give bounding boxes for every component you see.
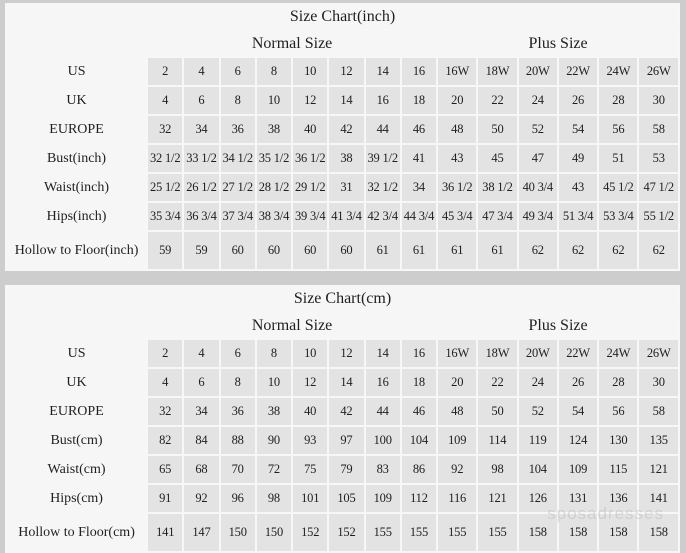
size-cell: 10 xyxy=(293,340,327,367)
table-row xyxy=(7,58,678,85)
size-table-inch xyxy=(5,3,680,271)
title-row xyxy=(7,287,678,311)
table-row xyxy=(7,145,678,172)
size-cell: 24W xyxy=(599,340,637,367)
row-label: Hollow to Floor(inch) xyxy=(7,232,146,269)
size-cell: 39 1/2 xyxy=(366,145,400,172)
size-cell: 16 xyxy=(366,369,400,396)
size-table-cm xyxy=(5,285,680,553)
group-header-row xyxy=(7,313,678,338)
table-row xyxy=(7,87,678,114)
corner-cell xyxy=(7,31,146,56)
size-cell: 35 1/2 xyxy=(257,145,291,172)
size-cell: 36 xyxy=(221,116,255,143)
size-cell: 79 xyxy=(329,456,363,483)
size-cell: 22W xyxy=(559,340,597,367)
row-label: EUROPE xyxy=(7,116,146,143)
column-group-header: Normal Size xyxy=(148,31,436,56)
size-cell: 20 xyxy=(438,87,476,114)
size-cell: 155 xyxy=(478,514,516,551)
size-cell: 61 xyxy=(478,232,516,269)
size-cell: 90 xyxy=(257,427,291,454)
size-cell: 104 xyxy=(519,456,557,483)
size-cell: 28 1/2 xyxy=(257,174,291,201)
size-cell: 34 xyxy=(402,174,436,201)
size-cell: 62 xyxy=(519,232,557,269)
size-cell: 24 xyxy=(519,369,557,396)
size-cell: 124 xyxy=(559,427,597,454)
size-cell: 75 xyxy=(293,456,327,483)
size-cell: 28 xyxy=(599,87,637,114)
table-row xyxy=(7,427,678,454)
table-row xyxy=(7,174,678,201)
size-cell: 38 3/4 xyxy=(257,203,291,230)
size-cell: 4 xyxy=(184,58,218,85)
size-cell: 39 3/4 xyxy=(293,203,327,230)
size-cell: 26 1/2 xyxy=(184,174,218,201)
size-cell: 98 xyxy=(478,456,516,483)
size-cell: 38 xyxy=(257,116,291,143)
size-cell: 62 xyxy=(599,232,637,269)
size-cell: 18W xyxy=(478,340,516,367)
size-cell: 97 xyxy=(329,427,363,454)
size-cell: 20W xyxy=(519,58,557,85)
size-cell: 41 xyxy=(402,145,436,172)
size-cell: 6 xyxy=(221,340,255,367)
size-cell: 141 xyxy=(148,514,182,551)
column-group-header: Plus Size xyxy=(438,313,678,338)
size-cell: 10 xyxy=(257,369,291,396)
size-cell: 56 xyxy=(599,398,637,425)
size-cell: 12 xyxy=(329,340,363,367)
row-label: Bust(cm) xyxy=(7,427,146,454)
size-cell: 68 xyxy=(184,456,218,483)
size-cell: 109 xyxy=(559,456,597,483)
size-cell: 54 xyxy=(559,398,597,425)
size-cell: 22 xyxy=(478,87,516,114)
group-header-row xyxy=(7,31,678,56)
size-cell: 42 xyxy=(329,398,363,425)
size-cell: 2 xyxy=(148,340,182,367)
size-cell: 4 xyxy=(184,340,218,367)
size-cell: 60 xyxy=(257,232,291,269)
size-cell: 44 xyxy=(366,116,400,143)
size-cell: 72 xyxy=(257,456,291,483)
size-cell: 46 xyxy=(402,116,436,143)
size-cell: 26 xyxy=(559,369,597,396)
size-cell: 70 xyxy=(221,456,255,483)
size-cell: 36 xyxy=(221,398,255,425)
size-cell: 60 xyxy=(329,232,363,269)
size-cell: 150 xyxy=(221,514,255,551)
size-cell: 43 xyxy=(559,174,597,201)
table-row xyxy=(7,485,678,512)
size-cell: 126 xyxy=(519,485,557,512)
size-cell: 53 3/4 xyxy=(599,203,637,230)
size-cell: 158 xyxy=(519,514,557,551)
size-cell: 158 xyxy=(599,514,637,551)
size-cell: 100 xyxy=(366,427,400,454)
table-title: Size Chart(inch) xyxy=(7,5,678,29)
size-cell: 121 xyxy=(639,456,678,483)
size-cell: 14 xyxy=(366,340,400,367)
size-cell: 86 xyxy=(402,456,436,483)
size-cell: 26W xyxy=(639,58,678,85)
table-row xyxy=(7,203,678,230)
size-cell: 12 xyxy=(293,87,327,114)
row-label: Hips(inch) xyxy=(7,203,146,230)
size-cell: 6 xyxy=(184,369,218,396)
size-cell: 12 xyxy=(329,58,363,85)
size-cell: 24W xyxy=(599,58,637,85)
size-cell: 4 xyxy=(148,369,182,396)
size-cell: 52 xyxy=(519,398,557,425)
size-cell: 27 1/2 xyxy=(221,174,255,201)
size-cell: 82 xyxy=(148,427,182,454)
size-cell: 18 xyxy=(402,87,436,114)
size-cell: 38 xyxy=(257,398,291,425)
size-cell: 92 xyxy=(438,456,476,483)
size-cell: 88 xyxy=(221,427,255,454)
size-cell: 62 xyxy=(639,232,678,269)
row-label: UK xyxy=(7,369,146,396)
size-cell: 14 xyxy=(329,87,363,114)
size-cell: 8 xyxy=(221,369,255,396)
size-cell: 24 xyxy=(519,87,557,114)
size-cell: 8 xyxy=(257,58,291,85)
row-label: US xyxy=(7,58,146,85)
size-cell: 60 xyxy=(221,232,255,269)
size-cell: 44 3/4 xyxy=(402,203,436,230)
size-cell: 18W xyxy=(478,58,516,85)
size-cell: 48 xyxy=(438,398,476,425)
size-cell: 36 1/2 xyxy=(293,145,327,172)
size-cell: 10 xyxy=(257,87,291,114)
row-label: Waist(inch) xyxy=(7,174,146,201)
size-cell: 16 xyxy=(366,87,400,114)
size-cell: 54 xyxy=(559,116,597,143)
size-cell: 101 xyxy=(293,485,327,512)
size-cell: 26W xyxy=(639,340,678,367)
size-cell: 6 xyxy=(221,58,255,85)
size-cell: 131 xyxy=(559,485,597,512)
size-cell: 45 3/4 xyxy=(438,203,476,230)
size-cell: 104 xyxy=(402,427,436,454)
size-cell: 32 xyxy=(148,398,182,425)
size-cell: 58 xyxy=(639,116,678,143)
size-cell: 36 3/4 xyxy=(184,203,218,230)
size-cell: 61 xyxy=(438,232,476,269)
size-cell: 40 3/4 xyxy=(519,174,557,201)
size-cell: 105 xyxy=(329,485,363,512)
watermark: sposadresses xyxy=(547,504,664,523)
size-cell: 58 xyxy=(639,398,678,425)
size-cell: 51 xyxy=(599,145,637,172)
table-row xyxy=(7,116,678,143)
size-cell: 158 xyxy=(559,514,597,551)
size-cell: 47 1/2 xyxy=(639,174,678,201)
size-cell: 26 xyxy=(559,87,597,114)
size-cell: 136 xyxy=(599,485,637,512)
row-label: US xyxy=(7,340,146,367)
size-cell: 22 xyxy=(478,369,516,396)
column-group-header: Plus Size xyxy=(438,31,678,56)
size-cell: 48 xyxy=(438,116,476,143)
size-cell: 4 xyxy=(148,87,182,114)
size-cell: 28 xyxy=(599,369,637,396)
size-cell: 37 3/4 xyxy=(221,203,255,230)
size-cell: 53 xyxy=(639,145,678,172)
size-cell: 40 xyxy=(293,398,327,425)
size-cell: 96 xyxy=(221,485,255,512)
size-cell: 30 xyxy=(639,369,678,396)
size-cell: 150 xyxy=(257,514,291,551)
size-cell: 91 xyxy=(148,485,182,512)
size-cell: 152 xyxy=(293,514,327,551)
size-cell: 50 xyxy=(478,116,516,143)
table-row xyxy=(7,340,678,367)
size-cell: 16W xyxy=(438,340,476,367)
table-row xyxy=(7,514,678,551)
size-cell: 115 xyxy=(599,456,637,483)
size-cell: 6 xyxy=(184,87,218,114)
size-cell: 41 3/4 xyxy=(329,203,363,230)
size-cell: 155 xyxy=(402,514,436,551)
size-cell: 31 xyxy=(329,174,363,201)
size-cell: 20W xyxy=(519,340,557,367)
size-cell: 43 xyxy=(438,145,476,172)
size-cell: 38 1/2 xyxy=(478,174,516,201)
size-cell: 109 xyxy=(438,427,476,454)
size-cell: 155 xyxy=(366,514,400,551)
size-cell: 93 xyxy=(293,427,327,454)
size-cell: 29 1/2 xyxy=(293,174,327,201)
size-cell: 59 xyxy=(148,232,182,269)
size-cell: 130 xyxy=(599,427,637,454)
size-cell: 119 xyxy=(519,427,557,454)
size-cell: 10 xyxy=(293,58,327,85)
size-cell: 8 xyxy=(221,87,255,114)
size-cell: 8 xyxy=(257,340,291,367)
size-cell: 61 xyxy=(366,232,400,269)
size-cell: 141 xyxy=(639,485,678,512)
size-cell: 109 xyxy=(366,485,400,512)
size-cell: 34 xyxy=(184,116,218,143)
size-cell: 51 3/4 xyxy=(559,203,597,230)
size-cell: 14 xyxy=(329,369,363,396)
size-cell: 47 3/4 xyxy=(478,203,516,230)
size-cell: 59 xyxy=(184,232,218,269)
size-cell: 158 xyxy=(639,514,678,551)
size-cell: 152 xyxy=(329,514,363,551)
size-cell: 114 xyxy=(478,427,516,454)
size-cell: 34 1/2 xyxy=(221,145,255,172)
size-cell: 16 xyxy=(402,340,436,367)
size-cell: 52 xyxy=(519,116,557,143)
size-cell: 42 xyxy=(329,116,363,143)
size-cell: 56 xyxy=(599,116,637,143)
size-cell: 18 xyxy=(402,369,436,396)
table-row xyxy=(7,456,678,483)
size-cell: 2 xyxy=(148,58,182,85)
size-cell: 46 xyxy=(402,398,436,425)
table-row xyxy=(7,232,678,269)
size-cell: 33 1/2 xyxy=(184,145,218,172)
size-cell: 25 1/2 xyxy=(148,174,182,201)
size-cell: 30 xyxy=(639,87,678,114)
size-cell: 12 xyxy=(293,369,327,396)
size-cell: 34 xyxy=(184,398,218,425)
size-cell: 45 xyxy=(478,145,516,172)
row-label: Hips(cm) xyxy=(7,485,146,512)
row-label: EUROPE xyxy=(7,398,146,425)
size-cell: 61 xyxy=(402,232,436,269)
size-cell: 14 xyxy=(366,58,400,85)
size-cell: 49 3/4 xyxy=(519,203,557,230)
size-cell: 60 xyxy=(293,232,327,269)
size-cell: 44 xyxy=(366,398,400,425)
size-cell: 135 xyxy=(639,427,678,454)
size-cell: 155 xyxy=(438,514,476,551)
title-row xyxy=(7,5,678,29)
table-title: Size Chart(cm) xyxy=(7,287,678,311)
size-cell: 92 xyxy=(184,485,218,512)
size-cell: 147 xyxy=(184,514,218,551)
size-cell: 20 xyxy=(438,369,476,396)
size-cell: 42 3/4 xyxy=(366,203,400,230)
size-cell: 49 xyxy=(559,145,597,172)
size-cell: 65 xyxy=(148,456,182,483)
size-cell: 98 xyxy=(257,485,291,512)
row-label: UK xyxy=(7,87,146,114)
size-cell: 22W xyxy=(559,58,597,85)
size-cell: 116 xyxy=(438,485,476,512)
size-cell: 32 1/2 xyxy=(366,174,400,201)
corner-cell xyxy=(7,313,146,338)
size-cell: 32 1/2 xyxy=(148,145,182,172)
column-group-header: Normal Size xyxy=(148,313,436,338)
table-row xyxy=(7,398,678,425)
row-label: Waist(cm) xyxy=(7,456,146,483)
size-cell: 50 xyxy=(478,398,516,425)
size-cell: 112 xyxy=(402,485,436,512)
size-cell: 83 xyxy=(366,456,400,483)
table-row xyxy=(7,369,678,396)
size-cell: 40 xyxy=(293,116,327,143)
size-cell: 47 xyxy=(519,145,557,172)
row-label: Hollow to Floor(cm) xyxy=(7,514,146,551)
size-cell: 62 xyxy=(559,232,597,269)
size-cell: 36 1/2 xyxy=(438,174,476,201)
size-cell: 84 xyxy=(184,427,218,454)
size-cell: 32 xyxy=(148,116,182,143)
size-cell: 55 1/2 xyxy=(639,203,678,230)
size-cell: 121 xyxy=(478,485,516,512)
size-cell: 35 3/4 xyxy=(148,203,182,230)
size-cell: 16W xyxy=(438,58,476,85)
size-cell: 45 1/2 xyxy=(599,174,637,201)
size-cell: 38 xyxy=(329,145,363,172)
size-cell: 16 xyxy=(402,58,436,85)
row-label: Bust(inch) xyxy=(7,145,146,172)
